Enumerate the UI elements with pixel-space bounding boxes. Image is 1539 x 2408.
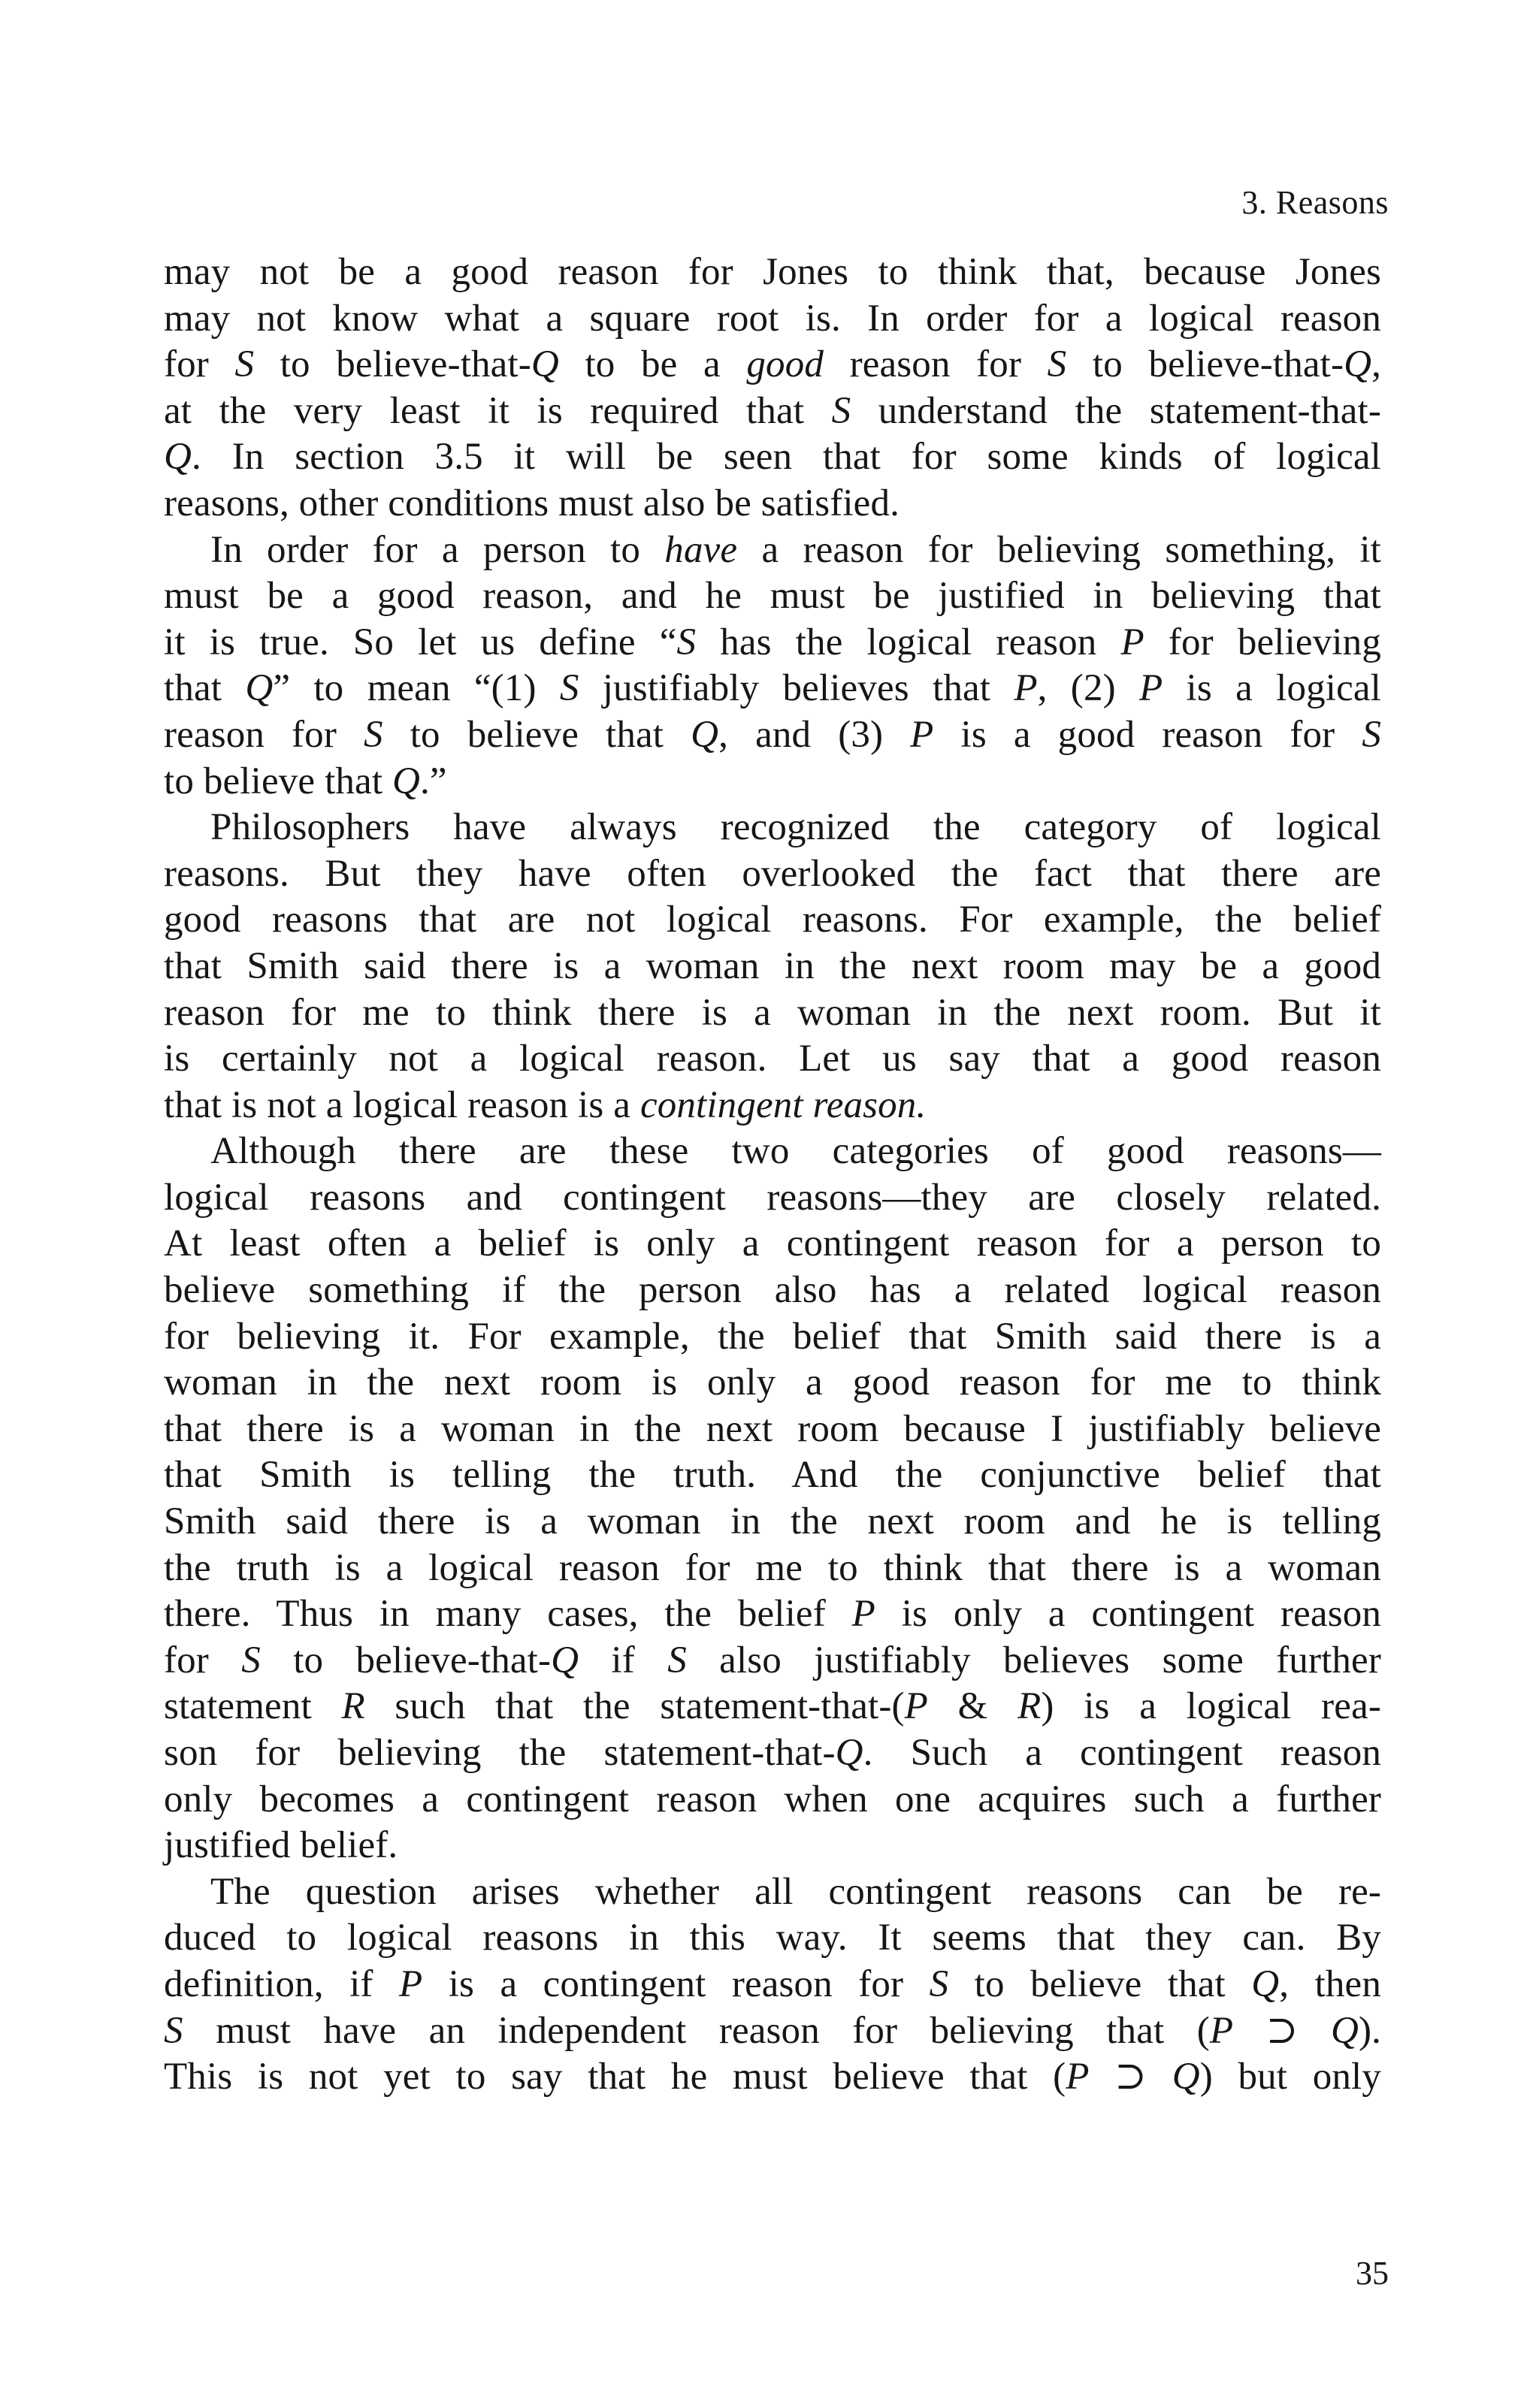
text-line: that Smith said there is a woman in the next room may be a good <box>164 944 1381 987</box>
running-head: 3. Reasons <box>1241 184 1389 221</box>
text-line: believe something if the person also has a related logical reason <box>164 1269 1381 1312</box>
paragraph <box>164 1128 1381 1869</box>
body-text <box>164 249 1381 2101</box>
text-line: good reasons that are not logical reasons. For example, the belief <box>164 899 1381 941</box>
text-line: Philosophers have always recognized the category of logical <box>210 806 1381 849</box>
text-line: duced to logical reasons in this way. It seems that they can. By <box>164 1917 1381 1959</box>
text-line: statement R such that the statement-that-(P & R) is a logical rea- <box>164 1685 1382 1728</box>
paragraph <box>164 1869 1381 2101</box>
text-line: S must have an independent reason for believing that (P ⊃ Q). <box>164 2009 1381 2052</box>
paragraph <box>164 249 1381 527</box>
text-line: In order for a person to have a reason for believing something, it <box>210 528 1381 571</box>
text-line: reasons. But they have often overlooked the fact that there are <box>164 852 1381 895</box>
text-line: must be a good reason, and he must be justified in believing that <box>164 575 1381 618</box>
text-line: justified belief. <box>164 1824 398 1867</box>
text-line: woman in the next room is only a good reason for me to think <box>164 1361 1381 1404</box>
text-line: definition, if P is a contingent reason for S to believe that Q, then <box>164 1962 1381 2005</box>
paragraph <box>164 527 1381 805</box>
text-line: reason for me to think there is a woman in the next room. But it <box>164 991 1381 1034</box>
text-line: Q. In section 3.5 it will be seen that for some kinds of logical <box>164 436 1381 479</box>
text-line: that Smith is telling the truth. And the conjunctive belief that <box>164 1454 1381 1497</box>
text-line: that Q” to mean “(1) S justifiably believes that P, (2) P is a logical <box>164 667 1381 710</box>
text-line: that is not a logical reason is a contingent reason. <box>164 1083 927 1126</box>
text-line: to believe that Q.” <box>164 760 447 802</box>
text-line: may not know what a square root is. In order for a logical reason <box>164 297 1381 340</box>
text-line: only becomes a contingent reason when one acquires such a further <box>164 1778 1381 1820</box>
text-line: At least often a belief is only a contingent reason for a person to <box>164 1222 1381 1265</box>
paragraph <box>164 805 1381 1128</box>
text-line: the truth is a logical reason for me to think that there is a woman <box>164 1546 1381 1589</box>
text-line: The question arises whether all contingent reasons can be re- <box>210 1870 1381 1913</box>
text-line: that there is a woman in the next room because I justifiably believe <box>164 1407 1381 1450</box>
text-line: Smith said there is a woman in the next room and he is telling <box>164 1500 1381 1543</box>
text-line: there. Thus in many cases, the belief P is only a contingent reason <box>164 1593 1382 1636</box>
text-line: for S to believe-that-Q if S also justifiably believes some further <box>164 1639 1381 1681</box>
text-line: for believing it. For example, the belief that Smith said there is a <box>164 1315 1381 1358</box>
text-line: reasons, other conditions must also be satisfied. <box>164 482 900 524</box>
text-line: This is not yet to say that he must believe that (P ⊃ Q) but only <box>164 2056 1381 2098</box>
text-line: for S to believe-that-Q to be a good reason for S to believe-that-Q, <box>164 343 1381 386</box>
page-number: 35 <box>1356 2255 1389 2292</box>
text-line: at the very least it is required that S understand the statement-that- <box>164 389 1381 432</box>
text-line: it is true. So let us define “S has the logical reason P for believing <box>164 621 1381 663</box>
text-line: may not be a good reason for Jones to think that, because Jones <box>164 251 1381 293</box>
text-line: reason for S to believe that Q, and (3) P is a good reason for S <box>164 713 1381 756</box>
text-line: is certainly not a logical reason. Let us say that a good reason <box>164 1038 1381 1080</box>
text-line: Although there are these two categories of good reasons— <box>210 1130 1381 1173</box>
text-line: logical reasons and contingent reasons—they are closely related. <box>164 1176 1381 1219</box>
text-line: son for believing the statement-that-Q. Such a contingent reason <box>164 1732 1382 1774</box>
